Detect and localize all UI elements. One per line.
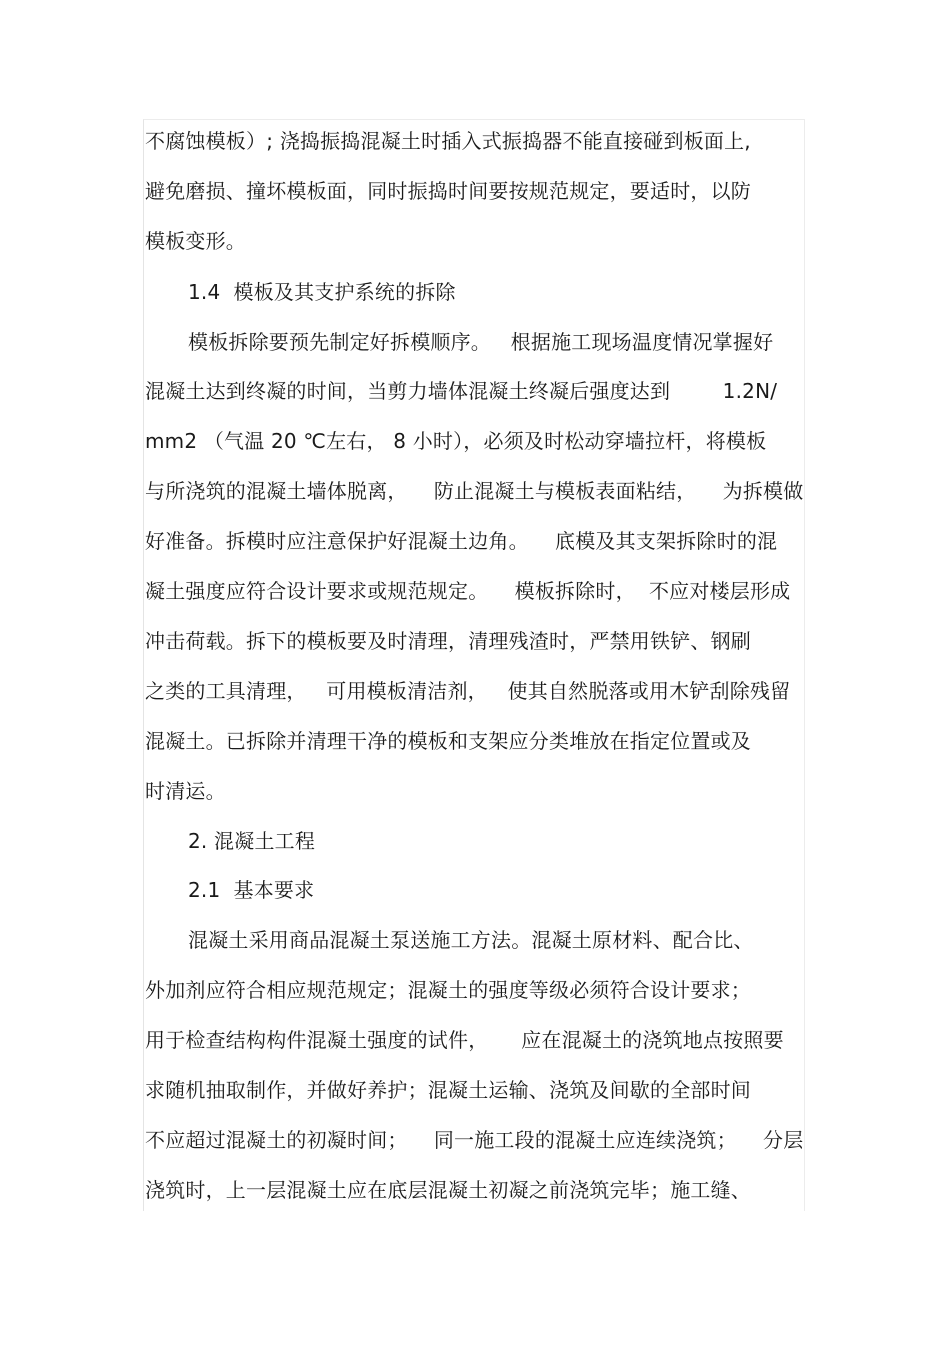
body-text-line: 时清运。: [145, 779, 226, 803]
body-text-line: 凝土强度应符合设计要求或规范规定。 模板拆除时， 不应对楼层形成: [145, 579, 791, 603]
body-text-line: 浇筑时，上一层混凝土应在底层混凝土初凝之前浇筑完毕；施工缝、: [145, 1178, 751, 1202]
body-text-line: 混凝土达到终凝的时间，当剪力墙体混凝土终凝后强度达到 1.2N/: [145, 379, 778, 403]
body-text-line: 之类的工具清理， 可用模板清洁剂， 使其自然脱落或用木铲刮除残留: [145, 679, 791, 703]
section-heading: 2. 混凝土工程: [188, 829, 316, 853]
body-text-line: 好准备。拆模时应注意保护好混凝土边角。 底模及其支架拆除时的混: [145, 529, 778, 553]
section-heading: 1.4 模板及其支护系统的拆除: [188, 280, 456, 304]
body-text-line: 混凝土采用商品混凝土泵送施工方法。混凝土原材料、配合比、: [188, 928, 754, 952]
body-text-line: 混凝土。已拆除并清理干净的模板和支架应分类堆放在指定位置或及: [145, 729, 751, 753]
body-text-line: 用于检查结构构件混凝土强度的试件， 应在混凝土的浇筑地点按照要: [145, 1028, 784, 1052]
section-heading: 2.1 基本要求: [188, 878, 315, 902]
body-text-line: 求随机抽取制作，并做好养护；混凝土运输、浇筑及间歇的全部时间: [145, 1078, 751, 1102]
body-text-line: mm2 （气温 20 ℃左右， 8 小时），必须及时松动穿墙拉杆，将模板: [145, 429, 767, 453]
body-text-line: 不腐蚀模板）; 浇捣振捣混凝土时插入式振捣器不能直接碰到板面上,: [145, 129, 751, 153]
body-text-line: 模板变形。: [145, 229, 246, 253]
body-text-line: 外加剂应符合相应规范规定；混凝土的强度等级必须符合设计要求；: [145, 978, 751, 1002]
body-text-line: 避免磨损、撞坏模板面，同时振捣时间要按规范规定，要适时，以防: [145, 179, 751, 203]
body-text-line: 模板拆除要预先制定好拆模顺序。 根据施工现场温度情况掌握好: [188, 330, 774, 354]
body-text-line: 冲击荷载。拆下的模板要及时清理，清理残渣时，严禁用铁铲、钢刷: [145, 629, 751, 653]
body-text-line: 不应超过混凝土的初凝时间； 同一施工段的混凝土应连续浇筑； 分层: [145, 1128, 804, 1152]
body-text-line: 与所浇筑的混凝土墙体脱离， 防止混凝土与模板表面粘结， 为拆模做: [145, 479, 804, 503]
